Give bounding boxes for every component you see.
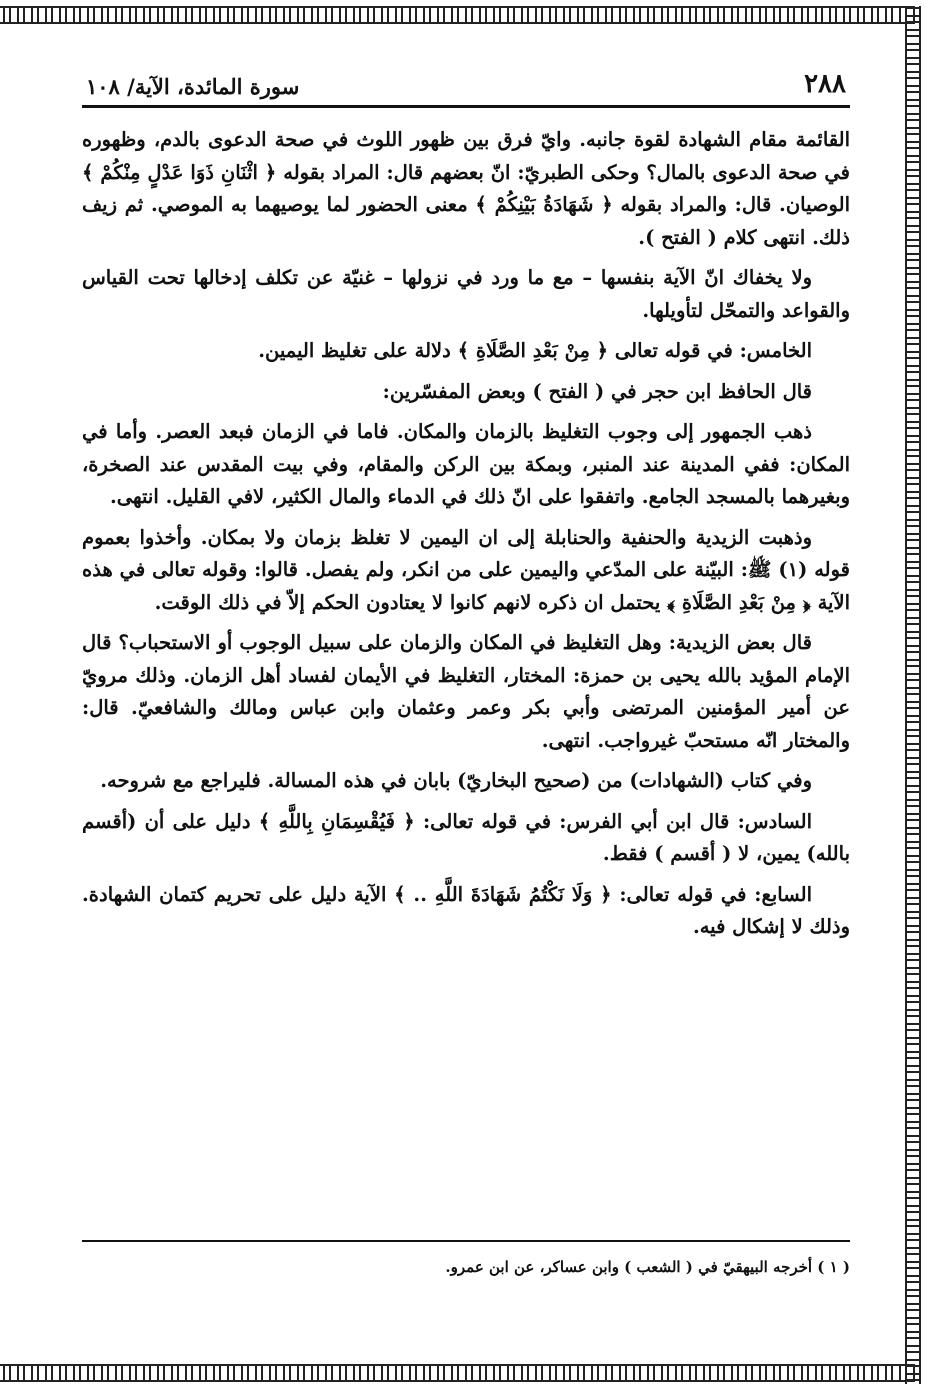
paragraph-6: وذهبت الزيدية والحنفية والحنابلة إلى ان اليمين لا تغلظ بزمان ولا بمكان. وأخذوا بعموم قوله (١) ﷺ: البيّنة على المدّعي واليمين على من انكر، ولم يفصل. قالوا: وقوله تعالى في هذه الآية ﴿ مِنْ بَعْدِ الصَّلَاةِ ﴾ يحتمل ان ذكره لانهم كانوا لا يعتادون الحكم إلاّ في ذلك الوقت. bbox=[82, 525, 850, 614]
running-title: سورة المائدة، الآية/ ١٠٨ bbox=[86, 74, 300, 99]
paragraph-9: السادس: قال ابن أبي الفرس: في قوله تعالى: ﴿ فَيُقْسِمَانِ بِاللَّهِ ﴾ دليل على أن (أقسم بالله) يمين، لا ( أقسم ) فقط. bbox=[82, 809, 850, 865]
paragraph-2: ولا يخفاك انّ الآية بنفسها – مع ما ورد في نزولها – غنيّة عن تكلف إدخالها تحت القياس والقواعد والتمحّل لتأويلها. bbox=[82, 266, 850, 322]
footnote: ( ١ ) أخرجه البيهقيّ في ( الشعب ) وابن عساكر، عن ابن عمرو. bbox=[445, 1258, 850, 1276]
decorative-border-right bbox=[905, 6, 921, 1384]
paragraph-7: قال بعض الزيدية: وهل التغليظ في المكان والزمان على سبيل الوجوب أو الاستحباب؟ قال الإمام المؤيد بالله يحيى بن حمزة: المختار، التغليظ في الأيمان لفساد أهل الزمان. وذلك مرويّ عن أمير المؤمنين المرتضى وأبي بكر وعمر وعثمان وابن عباس ومالك والشافعيّ. قال: والمختار انّه مستحبّ غيرواجب. انتهى. bbox=[82, 631, 850, 752]
paragraph-8: وفي كتاب (الشهادات) من (صحيح البخاريّ) بابان في هذه المسالة. فليراجع مع شروحه. bbox=[100, 769, 812, 792]
paragraph-3: الخامس: في قوله تعالى ﴿ مِنْ بَعْدِ الصَّلَاةِ ﴾ دلالة على تغليظ اليمين. bbox=[258, 339, 812, 362]
paragraph-10: السابع: في قوله تعالى: ﴿ وَلَا نَكْتُمُ شَهَادَةَ اللَّهِ .. ﴾ الآية دليل على تحريم كتمان الشهادة. وذلك لا إشكال فيه. bbox=[82, 882, 850, 938]
page bbox=[82, 60, 850, 952]
page-header bbox=[82, 60, 850, 108]
decorative-border-bottom bbox=[0, 1364, 915, 1382]
paragraph-4: قال الحافظ ابن حجر في ( الفتح ) وبعض المفسّرين: bbox=[382, 379, 812, 403]
page-number: ٢٨٨ bbox=[804, 69, 846, 99]
paragraph-1: القائمة مقام الشهادة لقوة جانبه. وايّ فرق بين ظهور اللوث في صحة الدعوى بالدم، وظهوره في صحة الدعوى بالمال؟ وحكى الطبريّ: انّ بعضهم قال: المراد بقوله ﴿ اثْنَانِ ذَوَا عَدْلٍ مِنْكُمْ ﴾ الوصيان. قال: والمراد بقوله ﴿ شَهَادَةُ بَيْنِكُمْ ﴾ معنى الحضور لما يوصيهما به الموصي. ثم زيف ذلك. انتهى كلام ( الفتح ). bbox=[82, 128, 850, 249]
paragraph-5: ذهب الجمهور إلى وجوب التغليظ بالزمان والمكان. فاما في الزمان فبعد العصر. وأما في المكان: ففي المدينة عند المنبر، وبمكة بين الركن والمقام، وفي بيت المقدس عند الصخرة، وبغيرهما بالمسجد الجامع. واتفقوا على انّ ذلك في الدماء والمال الكثير، لافي القليل. انتهى. bbox=[82, 420, 850, 508]
decorative-border-top bbox=[0, 6, 915, 24]
body-text bbox=[82, 124, 850, 944]
footnote-divider bbox=[82, 1240, 850, 1242]
